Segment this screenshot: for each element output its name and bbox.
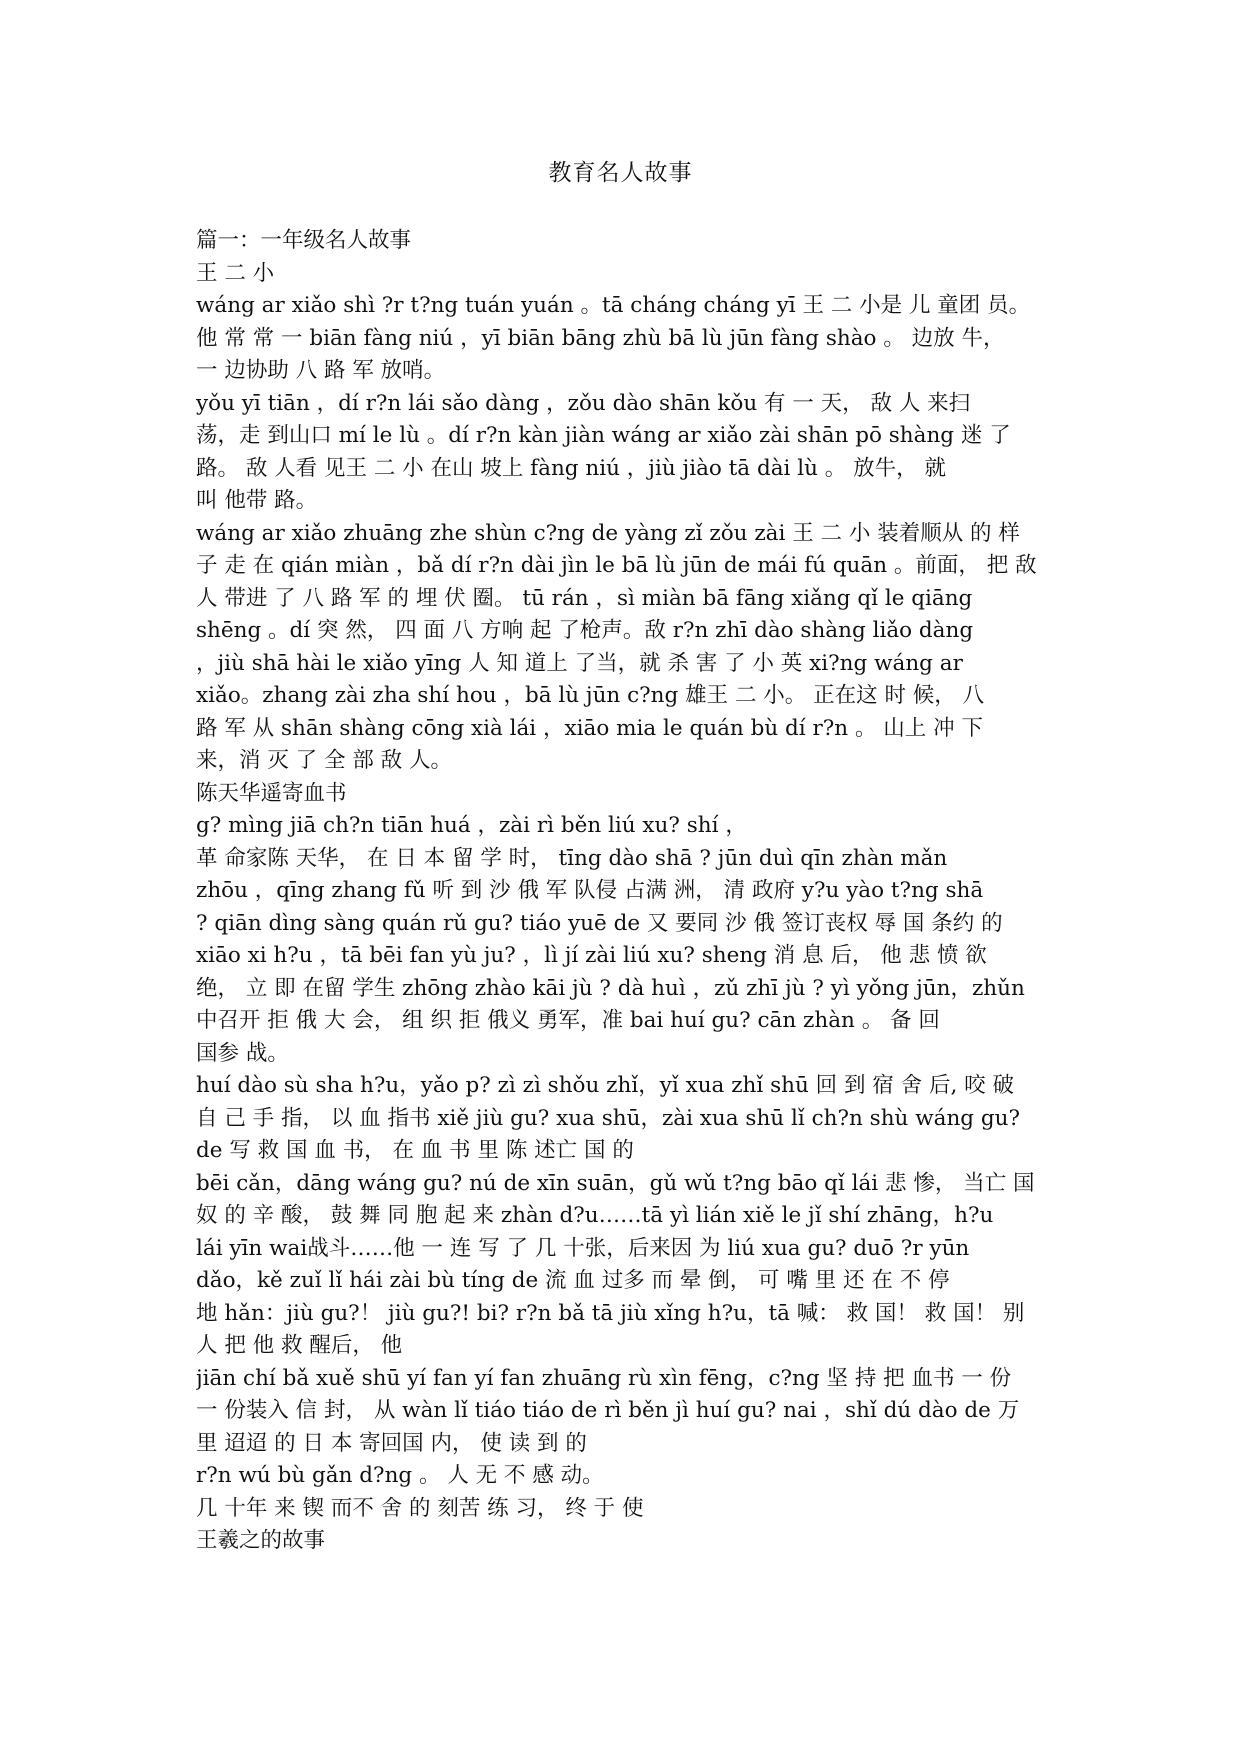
text-line: de 写 救 国 血 书， 在 血 书 里 陈 述亡 国 的 — [196, 1138, 634, 1163]
text-line: bēi cǎn，dāng wáng gu? nú de xīn suān，gǔ wǔ t?ng bāo qǐ lái 悲 惨， 当亡 国 — [196, 1170, 1035, 1196]
text-line: 路。 敌 人看 见王 二 小 在山 坡上 fàng niú ，jiù jiào tā dài lù 。 放牛， 就 — [196, 455, 946, 481]
text-line: zhōu ，qīng zhang fǔ 听 到 沙 俄 军 队侵 占满 洲， 清 政府 y?u yào t?ng shā — [196, 878, 984, 903]
document-title: 教育名人故事 — [548, 160, 693, 186]
text-line: dǎo，kě zuǐ lǐ hái zài bù tíng de 流 血 过多 而 晕 倒， 可 嘴 里 还 在 不 停 — [196, 1268, 950, 1293]
text-line: 来，消 灭 了 全 部 敌 人。 — [196, 748, 453, 773]
text-line: 他 常 常 一 biān fàng niú ，yī biān bāng zhù bā lù jūn fàng shào 。 边放 牛， — [196, 325, 1005, 351]
text-line: 路 军 从 shān shàng cōng xià lái ，xiāo mia le quán bù dí r?n 。 山上 冲 下 — [196, 715, 983, 741]
text-line: huí dào sù sha h?u，yǎo p? zì zì shǒu zhǐ，yǐ xua zhǐ shū 回 到 宿 舍 后, 咬 破 — [196, 1073, 1014, 1098]
text-line: 绝， 立 即 在留 学生 zhōng zhào kāi jù ? dà huì ，zǔ zhī jù ? yì yǒng jūn，zhǔn — [196, 975, 1025, 1001]
text-line: 人 把 他 救 醒后， 他 — [196, 1333, 403, 1358]
text-line: 地 hǎn：jiù gu?！ jiù gu?! bi? r?n bǎ tā jiù xǐng h?u，tā 喊： 救 国！ 救 国！ 别 — [196, 1300, 1025, 1326]
text-line: shēng 。dí 突 然， 四 面 八 方响 起 了枪声。敌 r?n zhī dào shàng liǎo dàng — [196, 618, 974, 643]
text-line: lái yīn wai战斗……他 一 连 写 了 几 十张，后来因 为 liú xua gu? duō ?r yūn — [196, 1235, 970, 1261]
text-line: jiān chí bǎ xuě shū yí fan yí fan zhuāng rù xìn fēng，c?ng 坚 持 把 血书 一 份 — [196, 1365, 1012, 1391]
text-line: 王羲之的故事 — [196, 1528, 326, 1553]
text-line: 奴 的 辛 酸， 鼓 舞 同 胞 起 来 zhàn d?u……tā yì lián xiě le jǐ shí zhāng，h?u — [196, 1203, 994, 1228]
text-line: 一 份装入 信 封， 从 wàn lǐ tiáo tiáo de rì běn jì huí gu? nai ，shǐ dú dào de 万 — [196, 1398, 1020, 1423]
text-line: g? mìng jiā ch?n tiān huá ，zài rì běn liú xu? shí ， — [196, 813, 747, 838]
text-line: 王 二 小 — [196, 260, 275, 286]
text-line: 革 命家陈 天华， 在 日 本 留 学 时， tīng dào shā ? jūn duì qīn zhàn mǎn — [196, 845, 948, 871]
text-line: r?n wú bù gǎn d?ng 。 人 无 不 感 动。 — [196, 1463, 604, 1488]
text-line: 篇一：一年级名人故事 — [196, 228, 412, 253]
text-line: wáng ar xiǎo shì ?r t?ng tuán yuán 。tā cháng cháng yī 王 二 小是 儿 童团 员。 — [196, 293, 1031, 318]
text-line: 陈天华遥寄血书 — [196, 780, 347, 806]
text-line: 中召开 拒 俄 大 会， 组 织 拒 俄义 勇军，准 bai huí gu? cān zhàn 。 备 回 — [196, 1008, 940, 1033]
text-line: 荡，走 到山口 mí le lù 。dí r?n kàn jiàn wáng ar xiǎo zài shān pō shàng 迷 了 — [196, 423, 1011, 448]
text-line: xiāo xi h?u ，tā bēi fan yù ju? ，lì jí zài liú xu? sheng 消 息 后， 他 悲 愤 欲 — [196, 943, 987, 968]
text-line: ，jiù shā hài le xiǎo yīng 人 知 道上 了当，就 杀 害 了 小 英 xi?ng wáng ar — [196, 650, 963, 676]
text-line: 子 走 在 qián miàn ，bǎ dí r?n dài jìn le bā lù jūn de mái fú quān 。前面， 把 敌 — [196, 553, 1037, 578]
text-line: 人 带进 了 八 路 军 的 埋 伏 圈。 tū rán ，sì miàn bā fāng xiǎng qǐ le qiāng — [196, 585, 973, 611]
text-line: xiǎo。zhang zài zha shí hou ，bā lù jūn c?ng 雄王 二 小。 正在这 时 候， 八 — [196, 683, 985, 708]
text-line: wáng ar xiǎo zhuāng zhe shùn c?ng de yàng zǐ zǒu zài 王 二 小 装着顺从 的 样 — [196, 520, 1020, 546]
text-line: 国参 战。 — [196, 1040, 289, 1066]
text-line: 里 迢迢 的 日 本 寄回国 内， 使 读 到 的 — [196, 1430, 587, 1456]
text-line: 自 己 手 指， 以 血 指书 xiě jiù gu? xua shū，zài xua shū lǐ ch?n shù wáng gu? — [196, 1105, 1021, 1131]
text-line: 叫 他带 路。 — [196, 488, 318, 513]
text-line: ? qiān dìng sàng quán rǔ gu? tiáo yuē de 又 要同 沙 俄 签订丧权 辱 国 条约 的 — [196, 910, 1003, 936]
text-line: 几 十年 来 锲 而不 舍 的 刻苦 练 习， 终 于 使 — [196, 1495, 644, 1521]
text-line: 一 边协助 八 路 军 放哨。 — [196, 358, 446, 383]
document-body — [196, 225, 1056, 1558]
text-line: yǒu yī tiān ，dí r?n lái sǎo dàng ，zǒu dào shān kǒu 有 一 天， 敌 人 来扫 — [196, 390, 971, 416]
